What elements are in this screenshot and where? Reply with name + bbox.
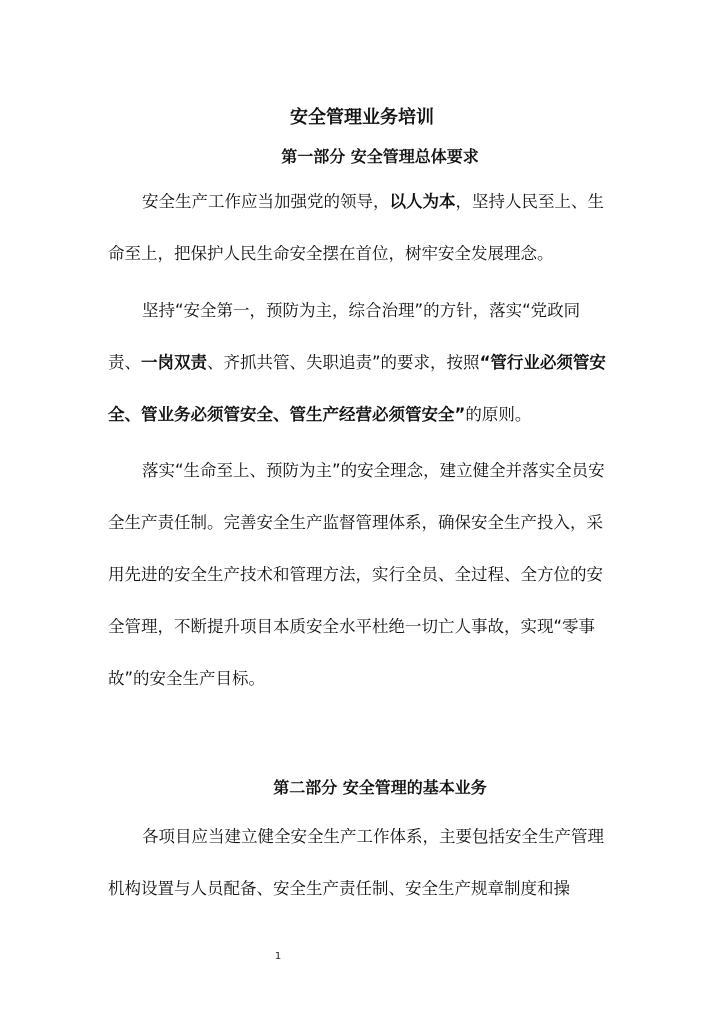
section1-paragraph2 — [108, 285, 610, 441]
paragraph-text: 各项目应当建立健全安全生产工作体系，主要包括安全生产管理机构设置与人员配备、安全生产责任制、安全生产规章制度和操 — [108, 827, 604, 898]
bold-text: 一岗双责 — [141, 353, 207, 372]
bold-text: “管行业必须管安全、管业务必须管安全、管生产经营必须管安全” — [108, 353, 606, 424]
document-title: 安全管理业务培训 — [290, 107, 434, 128]
section2-heading: 第二部分 安全管理的基本业务 — [273, 778, 487, 797]
paragraph-text: 坚持“安全第一，预防为主，综合治理”的方针，落实“党政同责、 — [108, 301, 581, 372]
section2-paragraph1 — [108, 811, 610, 915]
section1-paragraph3 — [108, 445, 610, 705]
paragraph-text: 落实“生命至上、预防为主”的安全理念，建立健全并落实全员安全生产责任制。完善安全生产监督管理体系，确保安全生产投入，采用先进的安全生产技术和管理方法，实行全员、全过程、全方位的安全管理，不断提升项目本质安全水平杜绝一切亡人事故，实现“零事故”的安全生产目标。 — [108, 461, 605, 688]
paragraph-text: 的原则。 — [465, 405, 532, 424]
section1-paragraph1 — [108, 176, 610, 280]
paragraph-text: 、齐抓共管、失职追责”的要求，按照 — [207, 353, 480, 372]
paragraph-text: ，坚持人民至上、生命至上，把保护人民生命安全摆在首位，树牢安全发展理念。 — [108, 192, 604, 263]
bold-text: 以人为本 — [389, 192, 456, 211]
paragraph-text: 安全生产工作应当加强党的领导， — [142, 192, 390, 211]
section1-heading: 第一部分 安全管理总体要求 — [281, 147, 479, 166]
page-number: 1 — [274, 951, 282, 962]
